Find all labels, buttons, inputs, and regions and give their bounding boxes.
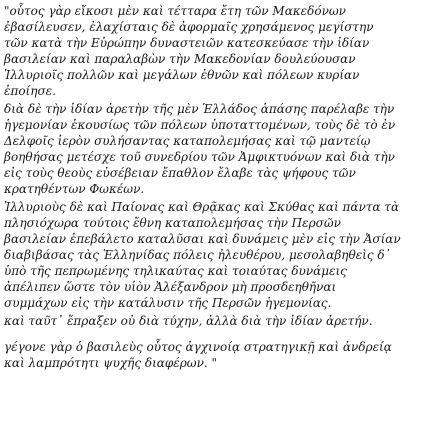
text-line: κρατηθέντων Φωκέων.	[4, 182, 145, 196]
text-line: τῶν κατὰ τὴν Εὐρώπην δυναστειῶν κατεσκεύασε τὴν ἰδίαν	[4, 36, 370, 50]
text-line: "οὗτος γὰρ εἴκοσι μὲν καὶ τέτταρα ἔτη τῶν Μακεδόνων	[4, 4, 346, 18]
text-line: Ἰλλυριοῖς πολλῶν καὶ μεγάλων ἐθνῶν καὶ πόλεων κυρίαν	[4, 68, 360, 82]
paragraph-2	[4, 101, 428, 197]
paragraph-1	[4, 3, 428, 99]
document-text	[4, 3, 428, 373]
text-line: εἰς τοὺς θεοὺς εὐσέβειαν ἔπαθλον ἔλαβε τὰς ψήφους τῶν	[4, 166, 356, 180]
text-line: καὶ λαμπρότητι ψυχῆς διαφέρων. "	[4, 356, 218, 370]
text-line: ὑπὸ τῆς πεπρωμένης τηλικαύτας καὶ τοιαύτας δυνάμεις	[4, 264, 347, 278]
paragraph-3	[4, 199, 428, 311]
text-line: ἀπέλιπεν ὥστε τὸν υἱὸν Ἀλέξανδρον μὴ προσδεηθῆναι	[4, 280, 337, 294]
text-line: πλησιόχωρα τούτοις ἔθνη καταπολεμήσας τὴν Περσῶν	[4, 216, 341, 230]
text-line: γέγονε γὰρ ὁ βασιλεὺς οὗτος ἀγχινοίᾳ στρατηγικῇ καὶ ἀνδρείᾳ	[4, 340, 392, 354]
text-line: βοηθήσας μετέσχε τοῦ συνεδρίου τῶν Ἀμφικτυόνων καὶ διὰ τὴν	[4, 150, 395, 164]
text-line: ἐβασίλευσεν, ἐλαχίσταις δὲ ἀφορμαῖς χρησάμενος μεγίστην	[4, 20, 374, 34]
text-line: Ἰλλυριοὺς δὲ καὶ Παίονας καὶ Θρᾷκας καὶ Σκύθας καὶ πάντα τὰ	[4, 200, 400, 214]
text-line: διὰ δὲ τὴν ἰδίαν ἀρετὴν τῆς μὲν Ἑλλάδος ἁπάσης παρέλαβε τὴν	[4, 102, 395, 116]
text-line: Δελφοῖς ἱερὸν συλήσαντας καταπολεμήσας καὶ τῷ μαντείῳ	[4, 134, 371, 148]
paragraph-5	[4, 339, 428, 371]
paragraph-4	[4, 313, 428, 329]
text-line: συμμάχων εἰς τὴν κατάλυσιν τῆς Περσῶν ἡγεμονίας.	[4, 296, 332, 310]
text-line: βασιλείαν καὶ παραλαβὼν τὴν Μακεδονίαν δουλεύουσαν	[4, 52, 356, 66]
text-line: ἐποίησε.	[4, 84, 56, 98]
text-line: ἡγεμονίαν ἑκουσίως τῶν πόλεων ὑποταττομένων, τοὺς δὲ τὸ ἐν	[4, 118, 396, 132]
text-line: βασιλείαν ἐπεβάλετο καταλῦσαι καὶ δυνάμεις μὲν εἰς τὴν Ἀσίαν	[4, 232, 401, 246]
text-line: καὶ ταῦτ᾽ ἔπραξεν οὐ διὰ τύχην, ἀλλὰ διὰ τὴν ἰδίαν ἀρετήν.	[4, 314, 373, 328]
text-line: διαβιβάσας τὰς Ἑλληνίδας πόλεις ἠλευθέρου, μεσολαβηθεὶς δ᾽	[4, 248, 391, 262]
